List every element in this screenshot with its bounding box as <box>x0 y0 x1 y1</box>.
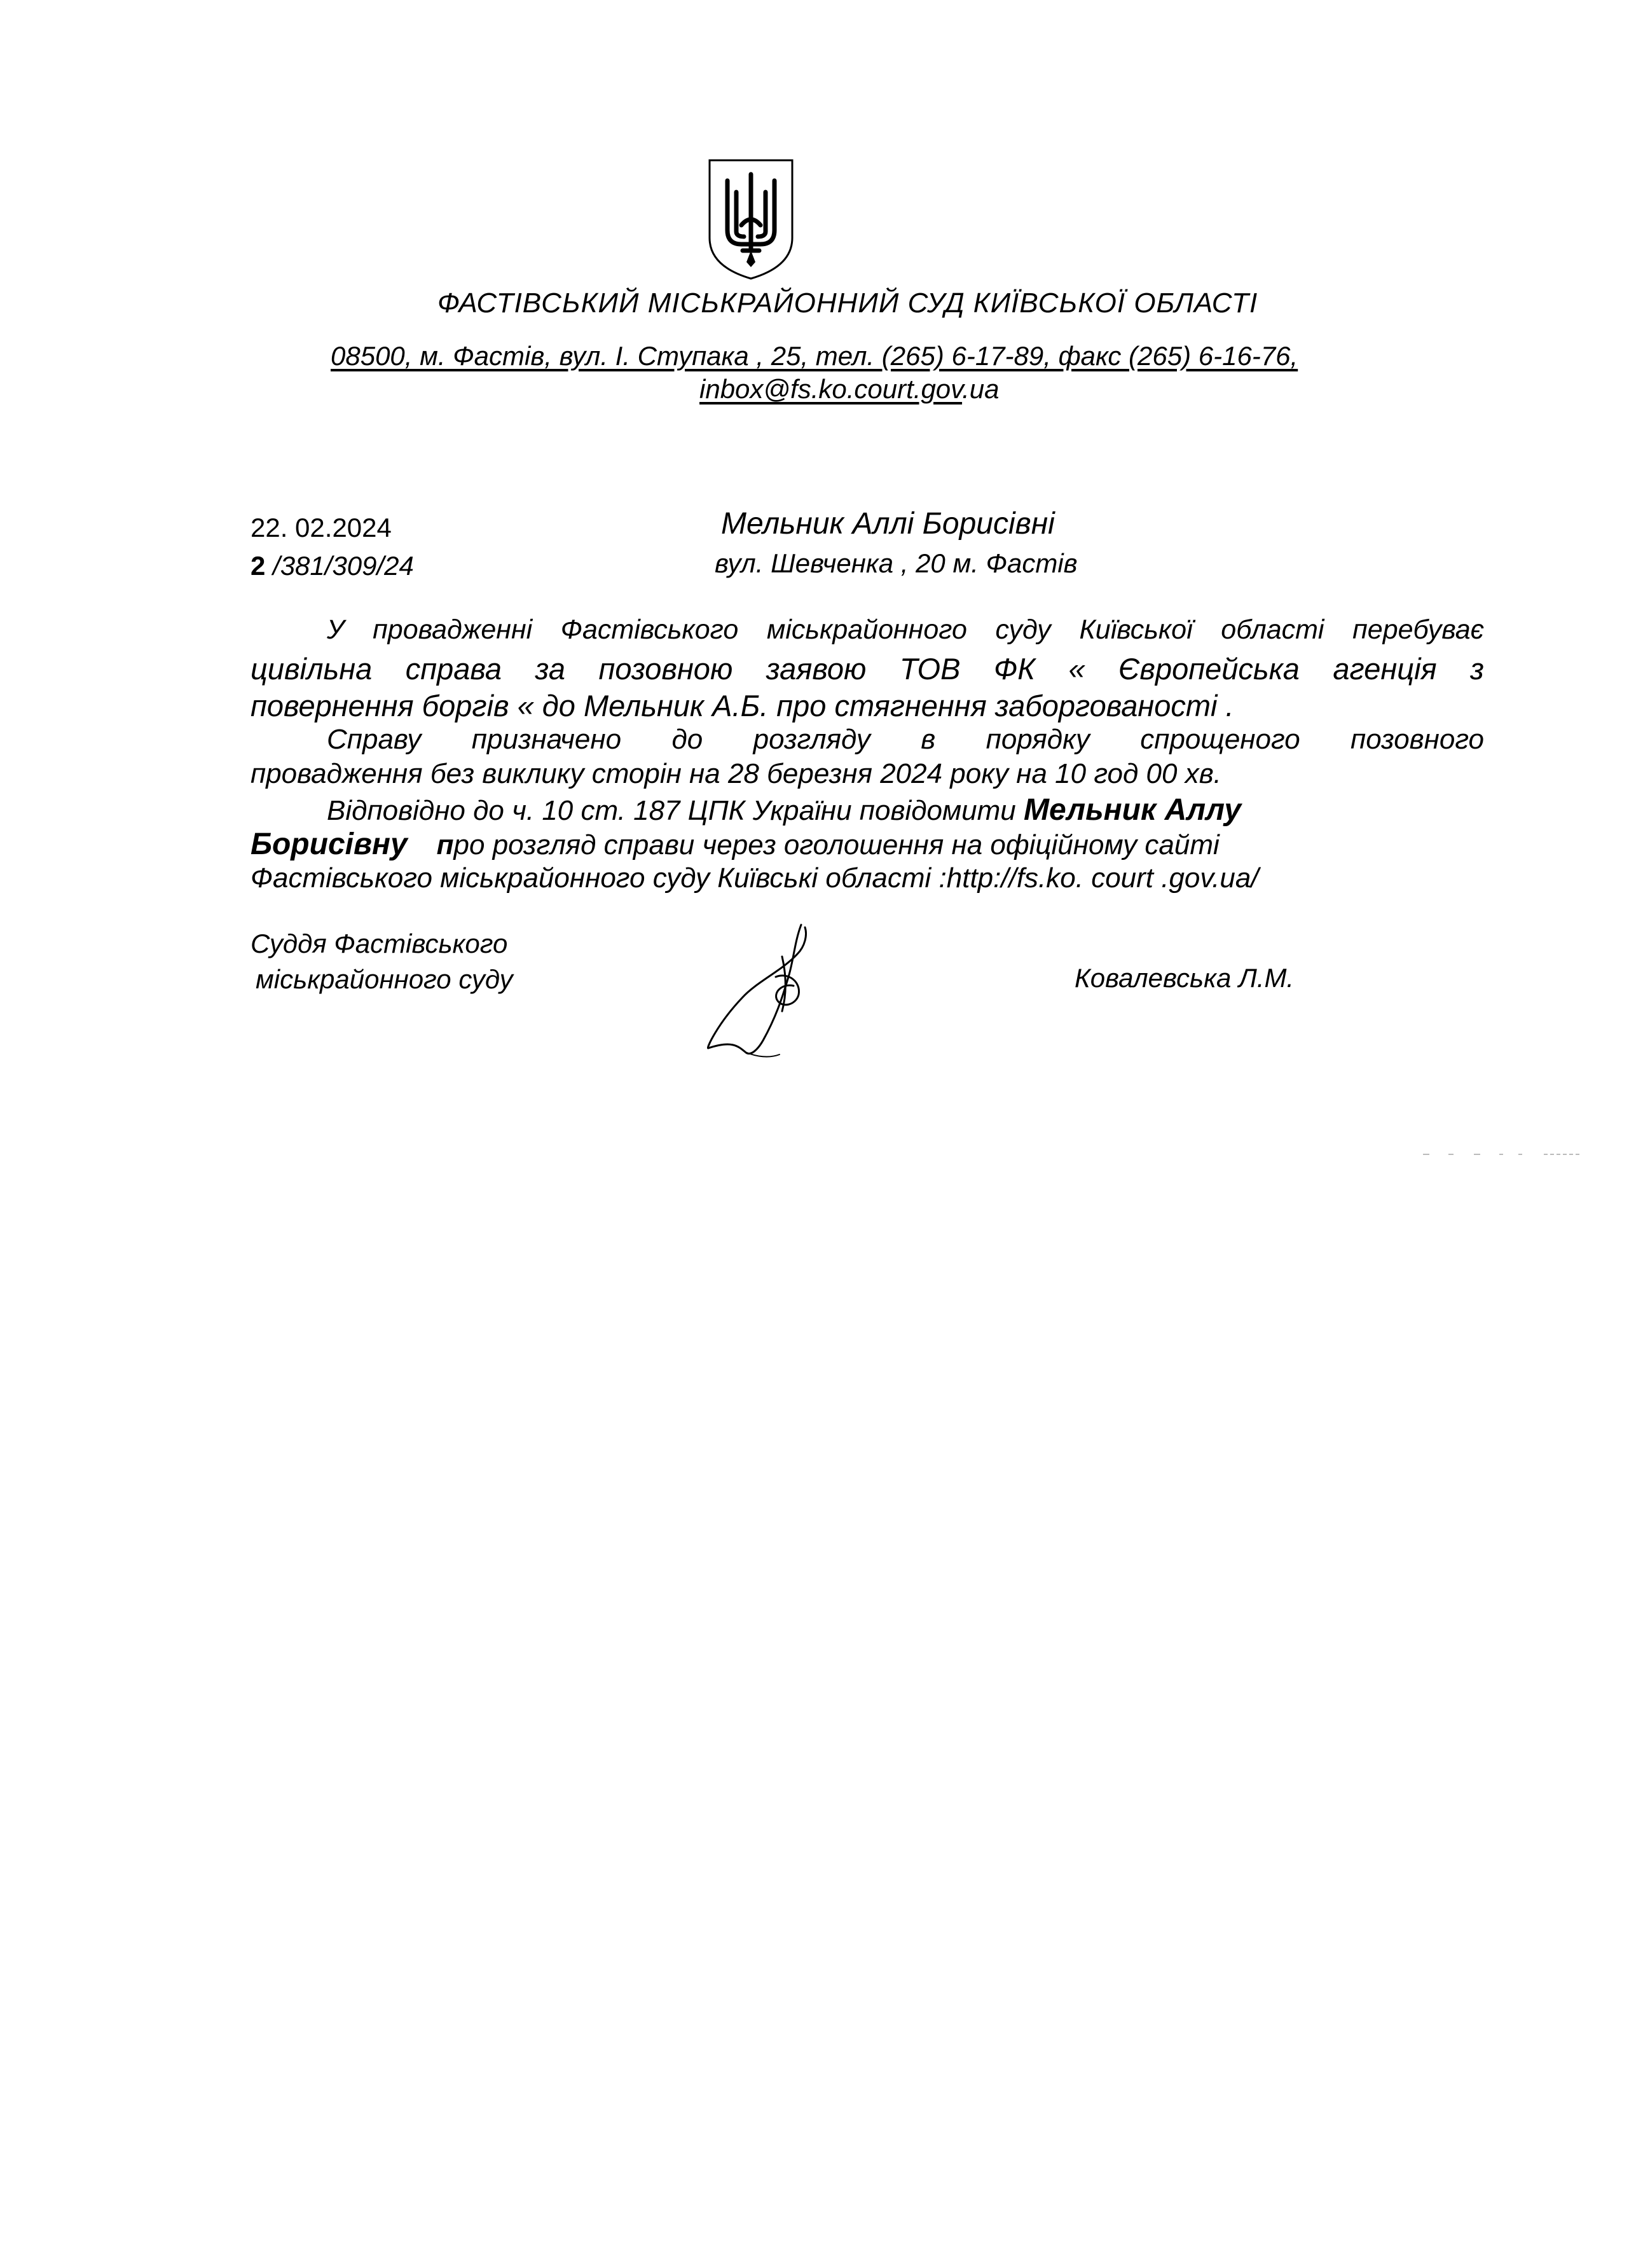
court-email-link[interactable]: inbox@fs.ko.court.gov <box>699 374 963 404</box>
court-address: 08500, м. Фастів, вул. І. Ступака , 25, тел. (265) 6-17-89, факс (265) 6-16-76, <box>331 341 1298 371</box>
scan-artifact-marks <box>1423 1151 1582 1158</box>
reference-number <box>251 551 414 581</box>
reference-number-rest: /381/309/24 <box>265 551 414 581</box>
trident-icon <box>705 155 797 282</box>
paragraph-3-line-1 <box>251 792 1241 827</box>
letter-date: 22. 02.2024 <box>251 513 392 543</box>
recipient-name: Мельник Аллі Борисівні <box>721 507 1055 541</box>
paragraph-3-line-2-text: ро розгляд справи через оголошення на офіційному сайті <box>453 829 1220 861</box>
court-email <box>699 374 999 405</box>
paragraph-1-line-2: цивільна справа за позовною заявою ТОВ ФК « Європейська агенція з <box>251 652 1484 686</box>
paragraph-2-line-1: Справу призначено до розгляду в порядку спрощеного позовного <box>327 724 1484 755</box>
court-email-tail: .ua <box>962 374 1000 404</box>
paragraph-2-line-2: провадження без виклику сторін на 28 березня 2024 року на 10 год 00 хв. <box>251 758 1221 789</box>
paragraph-1-line-3: повернення боргів « до Мельник А.Б. про стягнення заборгованості . <box>251 689 1234 723</box>
paragraph-3-line-3: Фастівського міськрайонного суду Київські області :http://fs.ko. court .gov.ua/ <box>251 862 1259 894</box>
judge-title-line-1: Суддя Фастівського <box>251 929 508 958</box>
judge-title-line-2: міськрайонного суду <box>256 964 513 994</box>
paragraph-3-line-1-text: Відповідно до ч. 10 ст. 187 ЦПК України повідомити <box>327 795 1024 826</box>
court-name: ФАСТІВСЬКИЙ МІСЬКРАЙОННИЙ СУД КИЇВСЬКОЇ ОБЛАСТІ <box>437 287 1258 319</box>
recipient-address: вул. Шевченка , 20 м. Фастів <box>715 548 1078 578</box>
notified-person-name: Мельник Аллу <box>1024 793 1242 827</box>
paragraph-1-line-1: У провадженні Фастівського міськрайонного суду Київської області перебуває <box>327 614 1484 645</box>
judge-name: Ковалевська Л.М. <box>1075 963 1295 993</box>
reference-number-bold: 2 <box>251 551 266 581</box>
paragraph-3-line-2 <box>251 827 1220 862</box>
notified-person-patronymic: Борисівну <box>251 827 408 861</box>
paragraph-3-bold-letter: п <box>436 829 454 861</box>
handwritten-signature <box>687 916 839 1068</box>
